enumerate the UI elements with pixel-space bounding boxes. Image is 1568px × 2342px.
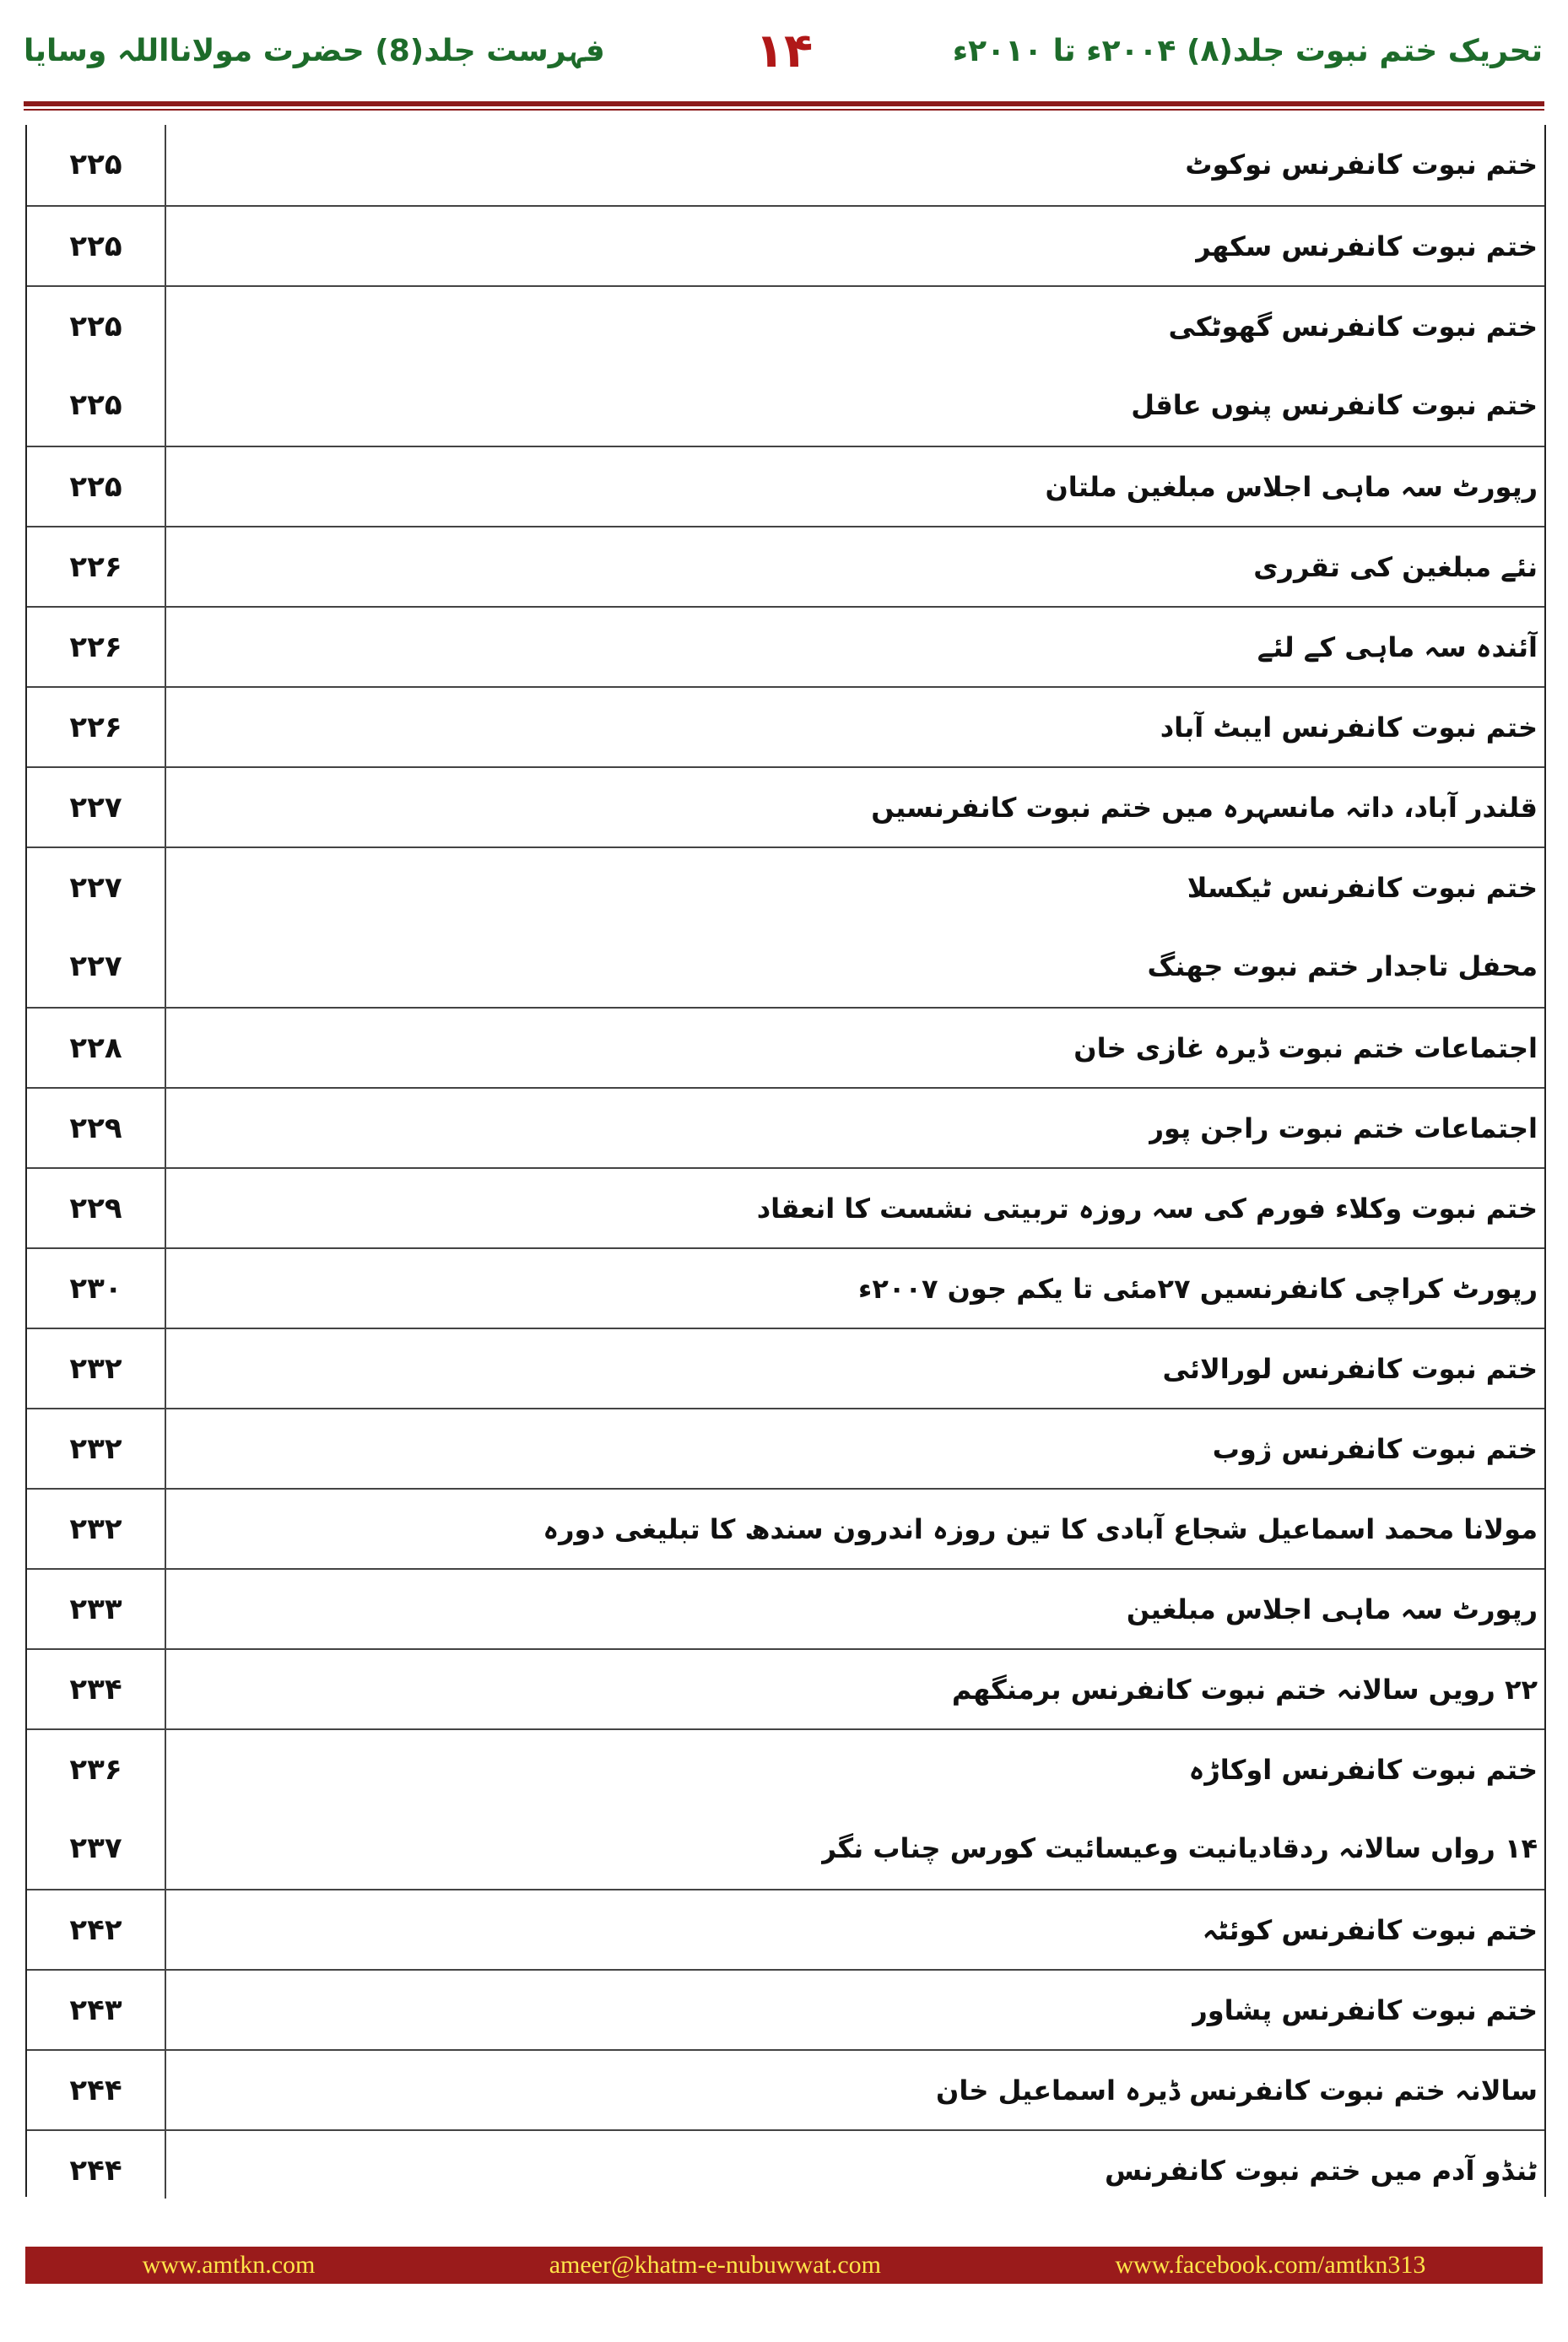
toc-entry-title: آئندہ سہ ماہی کے لئے bbox=[1257, 631, 1538, 663]
toc-page-number: ۲۲۷ bbox=[69, 791, 122, 825]
toc-row bbox=[27, 1809, 1544, 1889]
column-divider bbox=[165, 848, 166, 928]
toc-entry-title: ٹنڈو آدم میں ختم نبوت کانفرنس bbox=[1104, 2155, 1538, 2187]
header-rule-thin bbox=[24, 109, 1544, 111]
column-divider bbox=[165, 1730, 166, 1810]
toc-row bbox=[27, 2049, 1544, 2131]
toc-page-number: ۲۳۴ bbox=[69, 1673, 122, 1706]
toc-entry-title: محفل تاجدار ختم نبوت جھنگ bbox=[1147, 950, 1538, 982]
column-divider bbox=[165, 1169, 166, 1249]
facebook-link[interactable]: www.facebook.com/amtkn313 bbox=[1115, 2251, 1426, 2279]
toc-row bbox=[27, 446, 1544, 527]
toc-entry-title: رپورٹ سہ ماہی اجلاس مبلغین ملتان bbox=[1045, 471, 1538, 503]
column-divider bbox=[165, 287, 166, 367]
toc-page-number: ۲۲۵ bbox=[69, 148, 122, 181]
toc-entry-title: ختم نبوت کانفرنس پنوں عاقل bbox=[1131, 389, 1538, 421]
toc-entry-title: ختم نبوت کانفرنس کوئٹہ bbox=[1202, 1914, 1538, 1946]
toc-entry-title: اجتماعات ختم نبوت راجن پور bbox=[1148, 1112, 1538, 1144]
toc-page-number: ۲۳۲ bbox=[69, 1432, 122, 1466]
email-link[interactable]: ameer@khatm-e-nubuwwat.com bbox=[549, 2251, 882, 2279]
column-divider bbox=[165, 2131, 166, 2199]
toc-row bbox=[27, 1488, 1544, 1570]
toc-entry-title: ختم نبوت کانفرنس نوکوٹ bbox=[1185, 149, 1538, 181]
toc-row bbox=[27, 205, 1544, 287]
column-divider bbox=[165, 1570, 166, 1650]
toc-entry-title: ختم نبوت کانفرنس ژوب bbox=[1212, 1433, 1538, 1465]
toc-page-number: ۲۲۶ bbox=[69, 550, 122, 584]
toc-row bbox=[27, 766, 1544, 848]
column-divider bbox=[165, 1409, 166, 1490]
toc-page-number: ۲۳۲ bbox=[69, 1352, 122, 1386]
toc-page-number: ۲۴۲ bbox=[69, 1913, 122, 1947]
section-title: فہرست جلد(8) حضرت مولانااللہ وسایا bbox=[24, 34, 605, 68]
toc-page-number: ۲۲۷ bbox=[69, 871, 122, 905]
toc-row bbox=[27, 1728, 1544, 1810]
column-divider bbox=[165, 125, 166, 205]
column-divider bbox=[165, 527, 166, 608]
column-divider bbox=[165, 365, 166, 446]
toc-row bbox=[27, 1247, 1544, 1329]
toc-page-number: ۲۲۶ bbox=[69, 630, 122, 664]
toc-row bbox=[27, 1568, 1544, 1650]
toc-row bbox=[27, 1328, 1544, 1409]
column-divider bbox=[165, 1809, 166, 1889]
column-divider bbox=[165, 1249, 166, 1329]
toc-entry-title: ختم نبوت کانفرنس ایبٹ آباد bbox=[1160, 711, 1538, 744]
column-divider bbox=[165, 688, 166, 768]
toc-entry-title: رپورٹ کراچی کانفرنسیں ۲۷مئی تا یکم جون ۲۰۰۷ء bbox=[858, 1273, 1538, 1305]
column-divider bbox=[165, 1971, 166, 2051]
toc-page-number: ۲۳۶ bbox=[69, 1753, 122, 1787]
toc-page-number: ۲۴۳ bbox=[69, 1993, 122, 2027]
toc-row bbox=[27, 285, 1544, 367]
toc-entry-title: ۱۴ رواں سالانہ ردقادیانیت وعیسائیت کورس چناب نگر bbox=[820, 1832, 1538, 1864]
toc-entry-title: ختم نبوت کانفرنس اوکاڑہ bbox=[1188, 1754, 1538, 1786]
toc-page-number: ۲۲۵ bbox=[69, 388, 122, 422]
column-divider bbox=[165, 768, 166, 848]
page-footer bbox=[25, 2247, 1543, 2284]
column-divider bbox=[165, 1329, 166, 1409]
toc-row bbox=[27, 846, 1544, 928]
column-divider bbox=[165, 2051, 166, 2131]
website-link[interactable]: www.amtkn.com bbox=[142, 2251, 316, 2279]
toc-page-number: ۲۲۷ bbox=[69, 949, 122, 983]
toc-page-number: ۲۲۵ bbox=[69, 230, 122, 263]
column-divider bbox=[165, 1890, 166, 1971]
header-rule bbox=[24, 101, 1544, 106]
column-divider bbox=[165, 1089, 166, 1169]
column-divider bbox=[165, 1009, 166, 1089]
toc-page-number: ۲۲۹ bbox=[69, 1112, 122, 1145]
toc-entry-title: ختم نبوت کانفرنس ٹیکسلا bbox=[1187, 872, 1538, 904]
column-divider bbox=[165, 927, 166, 1007]
toc-page-number: ۲۳۳ bbox=[69, 1593, 122, 1626]
toc-page-number: ۲۲۶ bbox=[69, 711, 122, 744]
toc-row bbox=[27, 1889, 1544, 1971]
table-of-contents bbox=[25, 125, 1546, 2197]
toc-entry-title: ختم نبوت کانفرنس گھوٹکی bbox=[1168, 311, 1538, 343]
toc-page-number: ۲۳۷ bbox=[69, 1831, 122, 1865]
toc-page-number: ۲۲۹ bbox=[69, 1192, 122, 1225]
toc-entry-title: نئے مبلغین کی تقرری bbox=[1253, 551, 1538, 583]
toc-page-number: ۲۳۰ bbox=[69, 1272, 122, 1306]
page-header bbox=[0, 0, 1568, 110]
toc-entry-title: ۲۲ رویں سالانہ ختم نبوت کانفرنس برمنگھم bbox=[951, 1674, 1538, 1706]
toc-row bbox=[27, 1648, 1544, 1730]
column-divider bbox=[165, 608, 166, 688]
book-title: تحریک ختم نبوت جلد(۸) ۲۰۰۴ء تا ۲۰۱۰ء bbox=[952, 34, 1543, 68]
toc-page-number: ۲۲۵ bbox=[69, 470, 122, 504]
page-number: ۱۴ bbox=[754, 24, 814, 78]
toc-row bbox=[27, 526, 1544, 608]
toc-row bbox=[27, 686, 1544, 768]
toc-entry-title: قلندر آباد، داتہ مانسہرہ میں ختم نبوت کانفرنسیں bbox=[871, 792, 1538, 824]
toc-page-number: ۲۲۸ bbox=[69, 1031, 122, 1065]
toc-row bbox=[27, 1007, 1544, 1089]
toc-page-number: ۲۲۵ bbox=[69, 310, 122, 343]
toc-entry-title: مولانا محمد اسماعیل شجاع آبادی کا تین روزہ اندرون سندھ کا تبلیغی دورہ bbox=[543, 1513, 1538, 1545]
toc-entry-title: ختم نبوت کانفرنس سکھر bbox=[1195, 230, 1538, 262]
toc-row bbox=[27, 365, 1544, 446]
toc-row bbox=[27, 927, 1544, 1007]
toc-row bbox=[27, 2129, 1544, 2199]
toc-entry-title: ختم نبوت کانفرنس لورالائی bbox=[1162, 1353, 1538, 1385]
toc-row bbox=[27, 1167, 1544, 1249]
toc-row bbox=[27, 606, 1544, 688]
toc-entry-title: ختم نبوت کانفرنس پشاور bbox=[1192, 1994, 1538, 2026]
toc-row bbox=[27, 1969, 1544, 2051]
toc-page-number: ۲۴۴ bbox=[69, 2074, 122, 2107]
toc-row bbox=[27, 1408, 1544, 1490]
toc-entry-title: رپورٹ سہ ماہی اجلاس مبلغین bbox=[1126, 1593, 1538, 1625]
column-divider bbox=[165, 1650, 166, 1730]
column-divider bbox=[165, 1490, 166, 1570]
toc-row bbox=[27, 1087, 1544, 1169]
toc-page-number: ۲۴۴ bbox=[69, 2154, 122, 2188]
column-divider bbox=[165, 207, 166, 287]
toc-entry-title: اجتماعات ختم نبوت ڈیرہ غازی خان bbox=[1073, 1032, 1538, 1064]
toc-page-number: ۲۳۲ bbox=[69, 1512, 122, 1546]
column-divider bbox=[165, 447, 166, 527]
toc-entry-title: سالانہ ختم نبوت کانفرنس ڈیرہ اسماعیل خان bbox=[936, 2074, 1538, 2107]
toc-row bbox=[27, 125, 1544, 205]
toc-entry-title: ختم نبوت وکلاء فورم کی سہ روزہ تربیتی نشست کا انعقاد bbox=[756, 1193, 1538, 1225]
